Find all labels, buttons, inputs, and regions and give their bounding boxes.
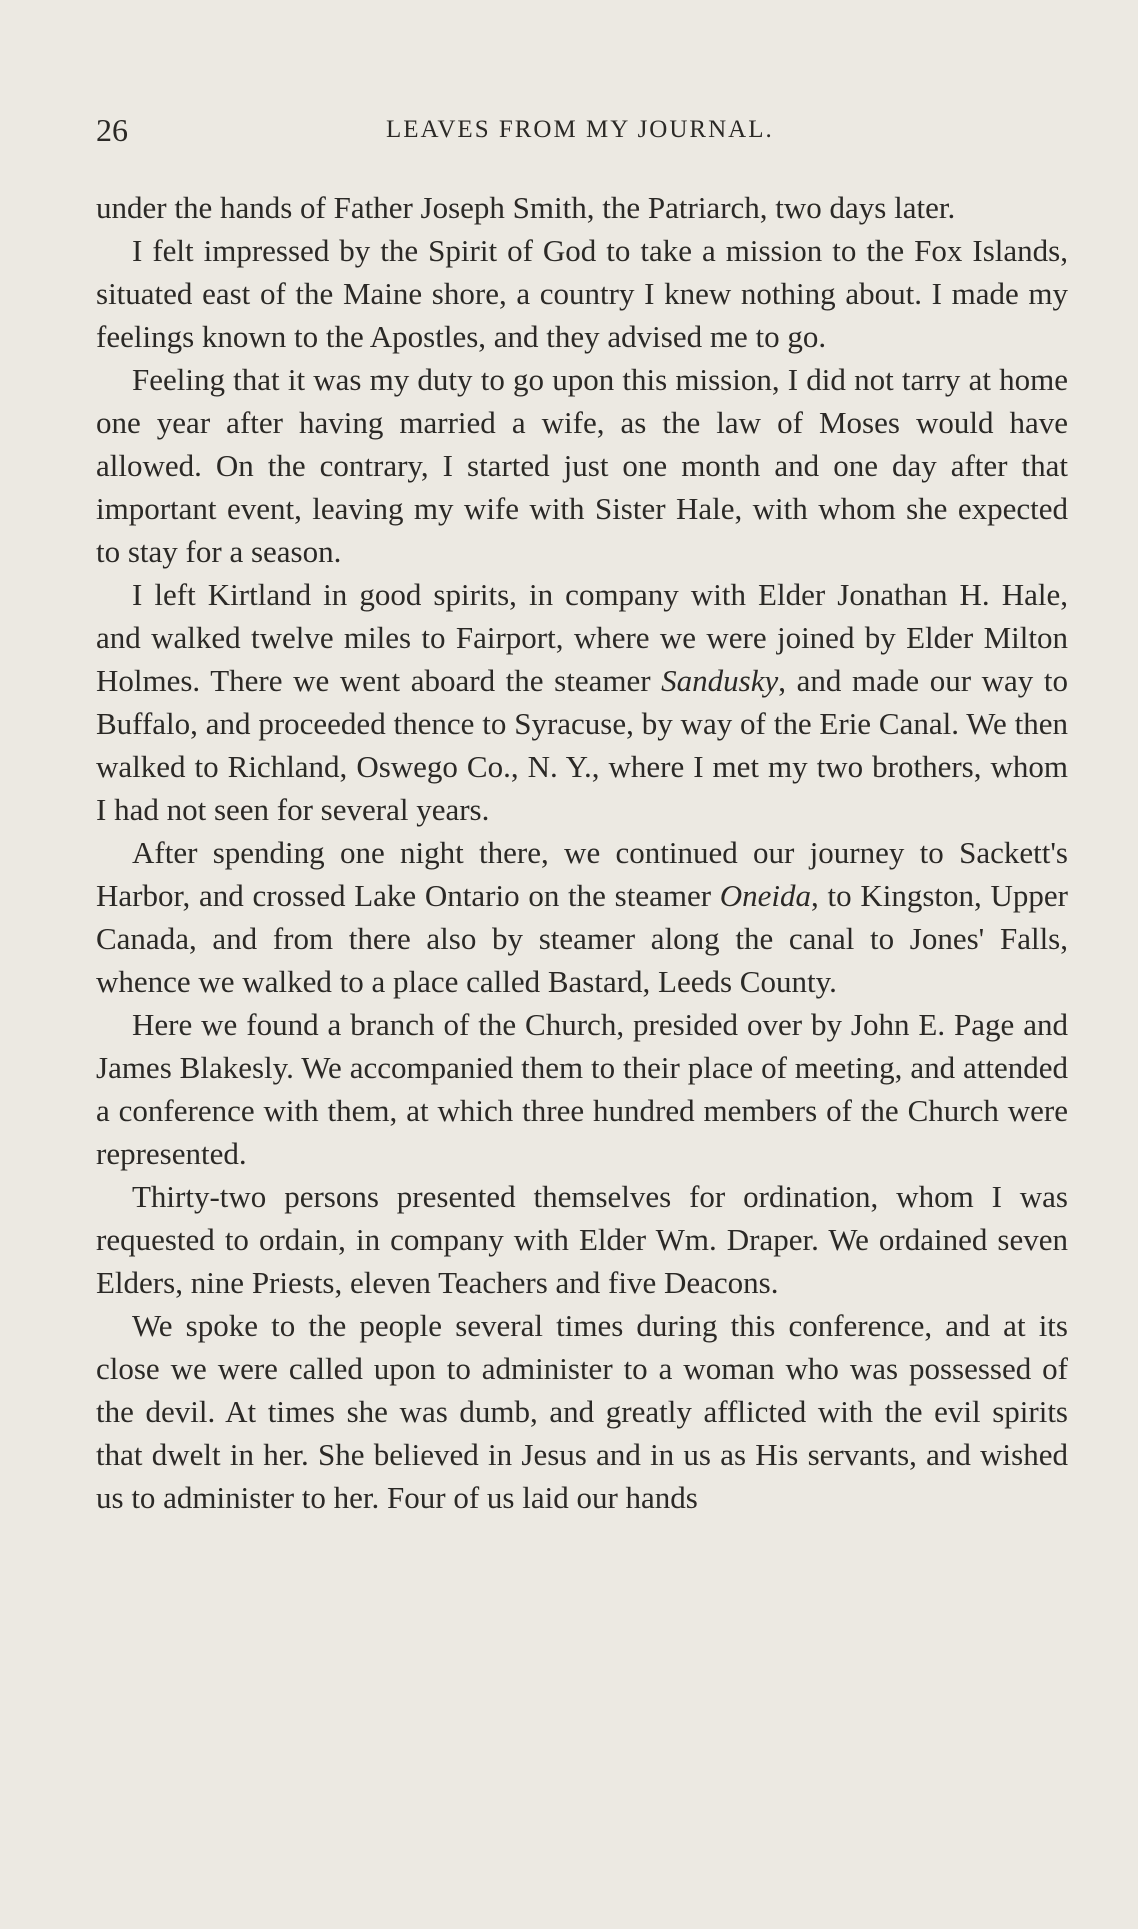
- paragraph-8: We spoke to the people several times during this conference, and at its close we were called upon to administer to a woman who was possessed of the devil. At times she was dumb, and greatly afflicted with the evil spirits that dwelt in her. She believed in Jesus and in us as His servants, and wished us to administer to her. Four of us laid our hands: [96, 1308, 1068, 1515]
- paragraph-4-text-a: I left Kirtland in good spirits, in company with Elder Jonathan H. Hale, and walked twelve miles to Fairport, where we were joined by Elder Milton Holmes. There we went aboard the steamer: [96, 577, 1068, 698]
- steamer-name-oneida: Oneida: [719, 878, 812, 913]
- paragraph-7: Thirty-two persons presented themselves for ordination, whom I was requested to ordain, in company with Elder Wm. Draper. We ordained seven Elders, nine Priests, eleven Teachers and five Deacons.: [96, 1179, 1068, 1300]
- paragraph-4-text-b: , and made our way to Buffalo, and proceeded thence to Syracuse, by way of the Erie Canal. We then walked to Richland, Oswego Co., N. Y., where I met my two brothers, whom I had not seen for several years.: [96, 663, 1068, 827]
- paragraph-3: Feeling that it was my duty to go upon this mission, I did not tarry at home one year after having married a wife, as the law of Moses would have allowed. On the contrary, I started just one month and one day after that important event, leaving my wife with Sister Hale, with whom she expected to stay for a season.: [96, 362, 1068, 569]
- steamer-name-sandusky: Sandusky: [661, 663, 779, 698]
- paragraph-4: [96, 573, 1068, 831]
- page-number: 26: [96, 112, 128, 148]
- paragraph-5-text-b: , to Kingston, Upper Canada, and from there also by steamer along the canal to Jones' Falls, whence we walked to a place called Bastard, Leeds County.: [96, 878, 1068, 999]
- paragraph-2: I felt impressed by the Spirit of God to take a mission to the Fox Islands, situated east of the Maine shore, a country I knew nothing about. I made my feelings known to the Apostles, and they advised me to go.: [96, 233, 1068, 354]
- body-text: [96, 186, 1068, 1519]
- paragraph-6: Here we found a branch of the Church, presided over by John E. Page and James Blakesly. We accompanied them to their place of meeting, and attended a conference with them, at which three hundred members of the Church were represented.: [96, 1007, 1068, 1171]
- paragraph-5-text-a: After spending one night there, we continued our journey to Sackett's Harbor, and crossed Lake Ontario on the steamer: [96, 835, 1068, 913]
- running-head: [96, 112, 1068, 160]
- running-title: LEAVES FROM MY JOURNAL.: [386, 116, 774, 143]
- paragraph-1: under the hands of Father Joseph Smith, the Patriarch, two days later.: [96, 190, 956, 225]
- paragraph-5: [96, 831, 1068, 1003]
